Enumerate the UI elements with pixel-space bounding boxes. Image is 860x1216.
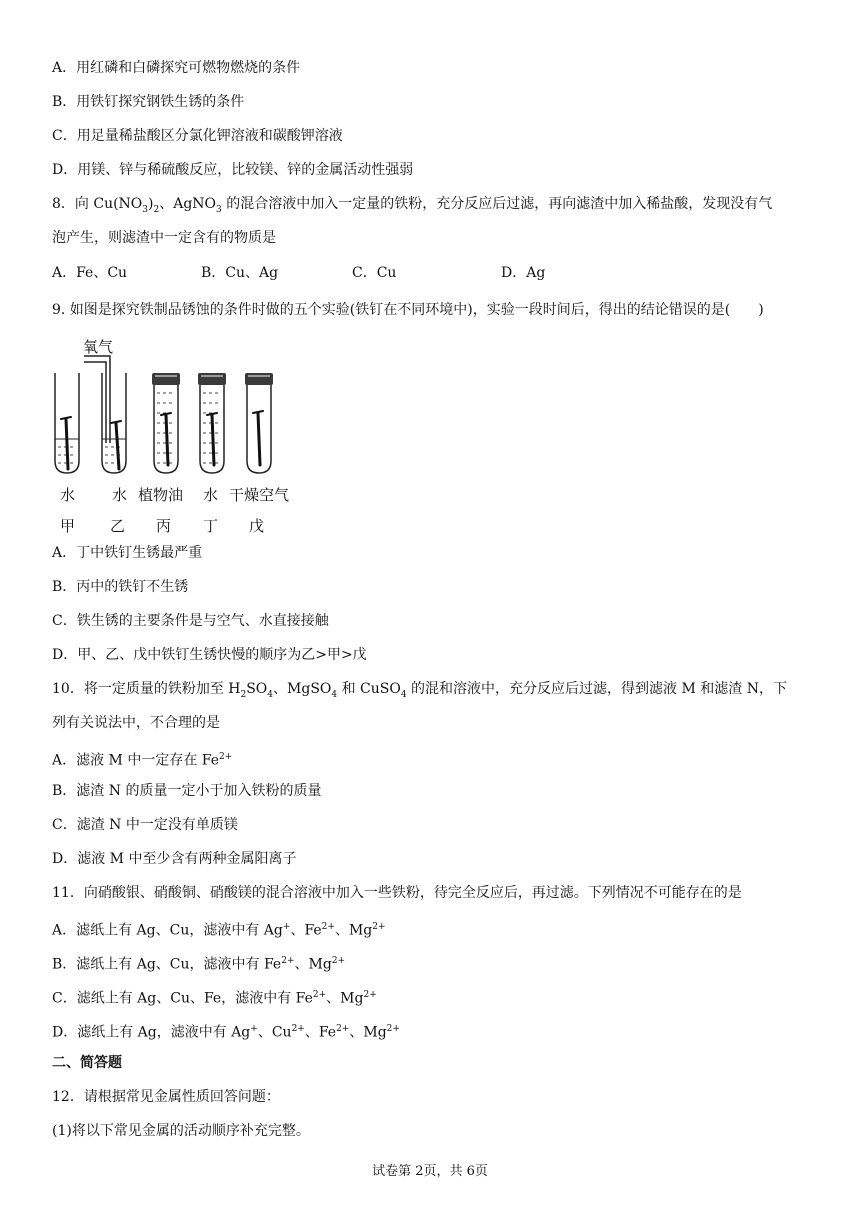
q9-option-b: B．丙中的铁钉不生锈	[52, 579, 189, 595]
q9-option-a: A．丁中铁钉生锈最严重	[52, 545, 203, 561]
section-heading: 二、简答题	[52, 1055, 122, 1071]
q7-option-c: C．用足量稀盐酸区分氯化钾溶液和碳酸钾溶液	[52, 128, 343, 144]
page-footer: 试卷第 2页，共 6页	[372, 1164, 488, 1179]
medium-label-jia: 水	[60, 486, 76, 504]
q8-option-b: B．Cu、Ag	[201, 265, 279, 281]
medium-label-yi: 水	[112, 486, 128, 504]
q11-option-d: D．滤纸上有 Ag，滤液中有 Ag+、$Cu^{2+}$、$Fe^{2+}$、$Mg^{2+}$	[52, 1024, 400, 1041]
q11-option-c: C．滤纸上有 Ag、Cu、Fe，滤液中有 $Fe^{2+}$、$Mg^{2+}$	[52, 990, 377, 1007]
q9-option-c: C．铁生锈的主要条件是与空气、水直接接触	[52, 613, 329, 629]
q11-stem: 11．向硝酸银、硝酸铜、硝酸镁的混合溶液中加入一些铁粉，待完全反应后，再过滤。下列情况不可能存在的是	[52, 885, 742, 901]
q8-options	[52, 262, 752, 282]
q12-stem: 12．请根据常见金属性质回答问题：	[52, 1089, 280, 1105]
q11-option-a: A．滤纸上有 Ag、Cu，滤液中有 Ag+、$Fe^{2+}$、$Mg^{2+}$	[52, 922, 386, 939]
q8-stem-line2: 泡产生，则滤渣中一定含有的物质是	[52, 230, 276, 246]
gas-label: 氧气	[83, 338, 114, 356]
medium-label-ding: 水	[203, 486, 219, 504]
medium-label-wu: 干燥空气	[229, 486, 290, 504]
q8-stem-line1: 8．向 $Cu(NO_3)_2$、AgNO$_3$ 的混合溶液中加入一定量的铁粉，充分反应后过滤，再向滤渣中加入稀盐酸，发现没有气	[52, 196, 773, 215]
tube-name-wu: 戊	[249, 517, 265, 535]
q11-option-b: B．滤纸上有 Ag、Cu，滤液中有 $Fe^{2+}$、$Mg^{2+}$	[52, 956, 346, 973]
q9-stem: 9. 如图是探究铁制品锈蚀的条件时做的五个实验(铁钉在不同环境中)，实验一段时间后，得出的结论错误的是( )	[52, 302, 764, 318]
q7-option-b: B．用铁钉探究钢铁生锈的条件	[52, 94, 245, 110]
q10-stem-line1: 10．将一定质量的铁粉加至 $H_2SO_4$、MgSO$_4$ 和 CuSO$_4$ 的混和溶液中，充分反应后过滤，得到滤液 M 和滤渣 N，下	[52, 681, 787, 700]
tube-name-yi: 乙	[110, 517, 126, 535]
q8-option-c: C．Cu	[352, 265, 397, 281]
q7-option-d: D．用镁、锌与稀硫酸反应，比较镁、锌的金属活动性强弱	[52, 162, 414, 178]
q10-stem-line2: 列有关说法中，不合理的是	[52, 715, 220, 731]
tube-name-ding: 丁	[203, 517, 219, 535]
q10-option-b: B．滤渣 N 的质量一定小于加入铁粉的质量	[52, 783, 322, 799]
q12-sub1: (1)将以下常见金属的活动顺序补充完整。	[52, 1123, 310, 1139]
q10-option-d: D．滤液 M 中至少含有两种金属阳离子	[52, 851, 297, 867]
q10-option-a: A．滤液 M 中一定存在 $Fe^{2+}$	[52, 752, 233, 769]
tube-name-jia: 甲	[60, 517, 76, 535]
q8-option-a: A．Fe、Cu	[52, 265, 128, 281]
iron-rust-experiment-figure	[44, 333, 304, 538]
q7-option-a: A．用红磷和白磷探究可燃物燃烧的条件	[52, 60, 301, 76]
q10-option-c: C．滤渣 N 中一定没有单质镁	[52, 817, 238, 833]
q9-option-d: D．甲、乙、戊中铁钉生锈快慢的顺序为乙>甲>戊	[52, 647, 367, 663]
q8-option-d: D．Ag	[501, 265, 546, 281]
medium-label-bing: 植物油	[138, 486, 184, 504]
tube-name-bing: 丙	[156, 517, 172, 535]
